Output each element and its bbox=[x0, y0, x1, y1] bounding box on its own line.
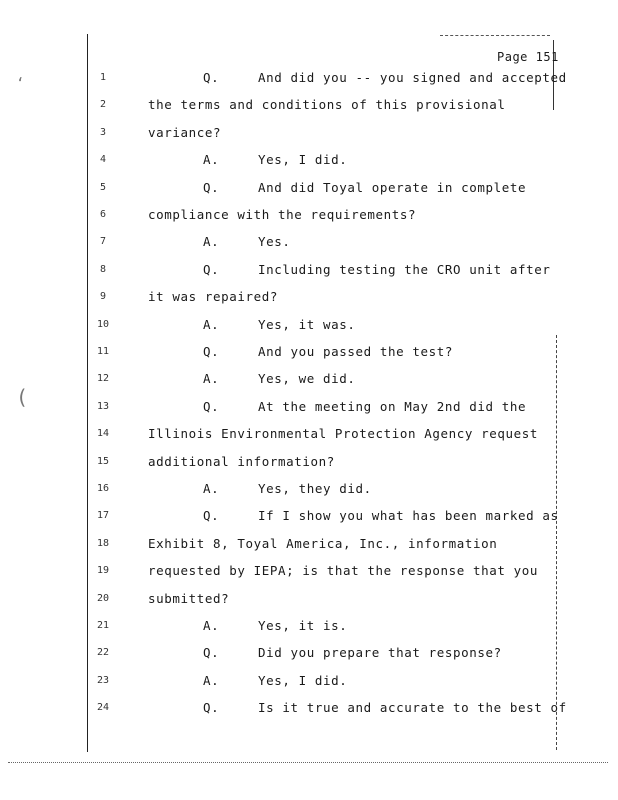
line-text: Yes, it was. bbox=[258, 316, 356, 332]
transcript-line bbox=[0, 645, 618, 665]
line-number: 2 bbox=[99, 99, 107, 111]
transcript-line bbox=[0, 180, 618, 200]
transcript-line bbox=[0, 97, 618, 117]
transcript-line bbox=[0, 344, 618, 364]
speaker-label: Q. bbox=[203, 398, 220, 414]
transcript-line bbox=[0, 618, 618, 638]
speaker-label: A. bbox=[203, 481, 220, 496]
line-number: 18 bbox=[96, 537, 110, 549]
line-text: additional information? bbox=[148, 453, 335, 469]
transcript-line bbox=[0, 262, 618, 282]
transcript-line bbox=[0, 207, 618, 227]
line-number: 17 bbox=[96, 510, 110, 522]
line-number: 10 bbox=[96, 318, 110, 330]
transcript-line bbox=[0, 454, 618, 474]
transcript-line bbox=[0, 371, 618, 391]
line-number: 7 bbox=[99, 236, 107, 248]
transcript-line bbox=[0, 700, 618, 720]
line-text: Exhibit 8, Toyal America, Inc., information bbox=[148, 535, 498, 551]
line-text: And you passed the test? bbox=[258, 344, 454, 359]
line-number: 22 bbox=[96, 647, 110, 659]
speaker-label: Q. bbox=[203, 179, 220, 195]
line-number: 23 bbox=[96, 674, 110, 686]
line-number: 5 bbox=[99, 181, 107, 193]
line-text: compliance with the requirements? bbox=[148, 207, 417, 222]
transcript-line bbox=[0, 591, 618, 611]
line-text: Yes, it is. bbox=[258, 618, 348, 633]
speaker-label: Q. bbox=[203, 70, 220, 85]
line-number: 20 bbox=[96, 592, 110, 604]
line-number: 4 bbox=[99, 154, 107, 166]
speaker-label: A. bbox=[203, 618, 220, 633]
line-text: Illinois Environmental Protection Agency request bbox=[148, 426, 539, 442]
speaker-label: Q. bbox=[203, 645, 220, 661]
transcript-line bbox=[0, 536, 618, 556]
line-number: 8 bbox=[99, 263, 107, 275]
line-number: 6 bbox=[99, 209, 107, 220]
line-number: 16 bbox=[96, 483, 110, 494]
transcript-line bbox=[0, 563, 618, 583]
transcript-line bbox=[0, 152, 618, 172]
line-number: 1 bbox=[99, 72, 107, 83]
line-number: 21 bbox=[96, 620, 110, 631]
transcript-line bbox=[0, 508, 618, 528]
top-rule bbox=[440, 35, 550, 37]
line-text: If I show you what has been marked as bbox=[258, 508, 559, 524]
bottom-rule bbox=[8, 762, 608, 764]
line-text: At the meeting on May 2nd did the bbox=[258, 398, 527, 414]
line-number: 19 bbox=[96, 565, 110, 577]
speaker-label: Q. bbox=[203, 261, 220, 277]
line-text: it was repaired? bbox=[148, 289, 279, 305]
transcript-line bbox=[0, 673, 618, 693]
line-number: 15 bbox=[96, 455, 110, 467]
line-text: variance? bbox=[148, 124, 222, 140]
line-number: 14 bbox=[96, 428, 110, 440]
transcript-line bbox=[0, 70, 618, 90]
page-number: Page 151 bbox=[497, 50, 559, 64]
line-text: Yes, we did. bbox=[258, 371, 356, 387]
line-number: 11 bbox=[96, 346, 110, 357]
speaker-label: A. bbox=[203, 234, 220, 250]
speaker-label: Q. bbox=[203, 508, 220, 524]
transcript-line bbox=[0, 125, 618, 145]
speaker-label: A. bbox=[203, 371, 220, 387]
line-number: 3 bbox=[99, 126, 107, 138]
line-text: Did you prepare that response? bbox=[258, 645, 502, 661]
line-number: 13 bbox=[96, 400, 110, 412]
speaker-label: A. bbox=[203, 316, 220, 332]
speaker-label: A. bbox=[203, 152, 220, 168]
line-text: Yes, they did. bbox=[258, 481, 372, 496]
transcript-line bbox=[0, 234, 618, 254]
transcript-line bbox=[0, 317, 618, 337]
line-text: And did Toyal operate in complete bbox=[258, 179, 527, 195]
line-number: 12 bbox=[96, 373, 110, 385]
scan-mark: ( bbox=[16, 385, 29, 409]
speaker-label: Q. bbox=[203, 344, 220, 359]
line-text: requested by IEPA; is that the response that you bbox=[148, 563, 539, 579]
line-text: Yes, I did. bbox=[258, 672, 348, 688]
line-text: Is it true and accurate to the best of bbox=[258, 700, 567, 716]
line-text: Yes. bbox=[258, 234, 291, 250]
transcript-line bbox=[0, 399, 618, 419]
scan-mark: ‘ bbox=[16, 76, 25, 92]
speaker-label: A. bbox=[203, 672, 220, 688]
transcript-line bbox=[0, 426, 618, 446]
transcript-line bbox=[0, 289, 618, 309]
line-number: 9 bbox=[99, 291, 107, 303]
speaker-label: Q. bbox=[203, 700, 220, 716]
line-text: submitted? bbox=[148, 590, 230, 606]
transcript-line bbox=[0, 481, 618, 501]
line-text: Yes, I did. bbox=[258, 152, 348, 168]
line-text: And did you -- you signed and accepted bbox=[258, 70, 567, 85]
line-number: 24 bbox=[96, 702, 110, 714]
line-text: the terms and conditions of this provisional bbox=[148, 97, 506, 113]
line-text: Including testing the CRO unit after bbox=[258, 261, 551, 277]
